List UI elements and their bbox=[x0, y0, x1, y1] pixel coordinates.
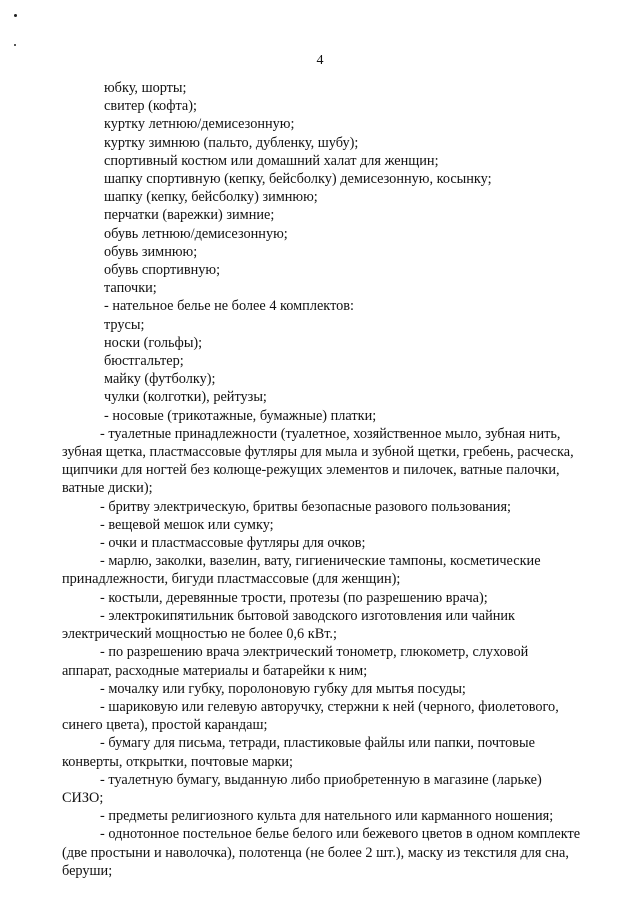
text-line: - очки и пластмассовые футляры для очков; bbox=[100, 535, 366, 552]
text-line: - мочалку или губку, поролоновую губку для мытья посуды; bbox=[100, 680, 466, 697]
text-line: чулки (колготки), рейтузы; bbox=[104, 389, 267, 406]
text-line: - туалетную бумагу, выданную либо приобретенную в магазине (ларьке) bbox=[100, 771, 542, 788]
text-line: - костыли, деревянные трости, протезы (по разрешению врача); bbox=[100, 589, 488, 606]
text-line: бюстгальтер; bbox=[104, 353, 184, 370]
text-line: - электрокипятильник бытовой заводского изготовления или чайник bbox=[100, 607, 515, 624]
text-line: (две простыни и наволочка), полотенца (не более 2 шт.), маску из текстиля для сна, bbox=[62, 844, 569, 861]
document-body bbox=[62, 79, 612, 880]
text-line: конверты, открытки, почтовые марки; bbox=[62, 753, 294, 770]
text-line: обувь спортивную; bbox=[104, 262, 221, 279]
text-line: - нательное белье не более 4 комплектов: bbox=[104, 298, 354, 315]
text-line: - бумагу для письма, тетради, пластиковые файлы или папки, почтовые bbox=[100, 735, 536, 752]
text-line: трусы; bbox=[104, 316, 145, 333]
text-line: юбку, шорты; bbox=[104, 80, 187, 96]
text-line: шапку (кепку, бейсболку) зимнюю; bbox=[104, 189, 318, 206]
text-line: обувь зимнюю; bbox=[104, 243, 198, 260]
text-line: синего цвета), простой карандаш; bbox=[62, 717, 268, 734]
text-line: шапку спортивную (кепку, бейсболку) демисезонную, косынку; bbox=[104, 171, 492, 188]
text-line: - носовые (трикотажные, бумажные) платки; bbox=[104, 407, 377, 424]
text-line: зубная щетка, пластмассовые футляры для мыла и зубной щетки, гребень, расческа, bbox=[62, 444, 574, 461]
text-line: принадлежности, бигуди пластмассовые (для женщин); bbox=[62, 571, 401, 588]
text-line: перчатки (варежки) зимние; bbox=[104, 207, 275, 224]
text-line: щипчики для ногтей без колюще-режущих элементов и пилочек, ватные палочки, bbox=[62, 462, 560, 479]
text-line: свитер (кофта); bbox=[104, 98, 197, 115]
text-line: куртку зимнюю (пальто, дубленку, шубу); bbox=[104, 134, 359, 151]
text-line: - марлю, заколки, вазелин, вату, гигиенические тампоны, косметические bbox=[100, 553, 541, 570]
page-number: 4 bbox=[316, 53, 324, 68]
text-line: электрический мощностью не более 0,6 кВт.; bbox=[62, 626, 337, 643]
text-line: обувь летнюю/демисезонную; bbox=[104, 225, 288, 242]
text-line: беруши; bbox=[62, 862, 113, 879]
text-line: куртку летнюю/демисезонную; bbox=[104, 116, 295, 133]
text-line: - однотонное постельное белье белого или бежевого цветов в одном комплекте bbox=[100, 826, 581, 843]
text-line: - предметы религиозного культа для нательного или карманного ношения; bbox=[100, 808, 554, 825]
text-line: - шариковую или гелевую авторучку, стержни к ней (черного, фиолетового, bbox=[100, 698, 559, 715]
text-line: ватные диски); bbox=[62, 480, 153, 497]
text-line: спортивный костюм или домашний халат для женщин; bbox=[104, 152, 439, 169]
text-line: - по разрешению врача электрический тонометр, глюкометр, слуховой bbox=[100, 644, 529, 661]
text-line: СИЗО; bbox=[62, 789, 104, 806]
text-line: - туалетные принадлежности (туалетное, хозяйственное мыло, зубная нить, bbox=[100, 425, 561, 442]
scan-speck bbox=[14, 14, 17, 17]
text-line: майку (футболку); bbox=[104, 371, 216, 388]
text-line: тапочки; bbox=[104, 280, 157, 297]
text-line: - бритву электрическую, бритвы безопасные разового пользования; bbox=[100, 498, 512, 515]
text-line: аппарат, расходные материалы и батарейки к ним; bbox=[62, 662, 368, 679]
text-line: носки (гольфы); bbox=[104, 334, 203, 351]
text-line: - вещевой мешок или сумку; bbox=[100, 516, 274, 533]
scan-speck bbox=[14, 44, 16, 46]
